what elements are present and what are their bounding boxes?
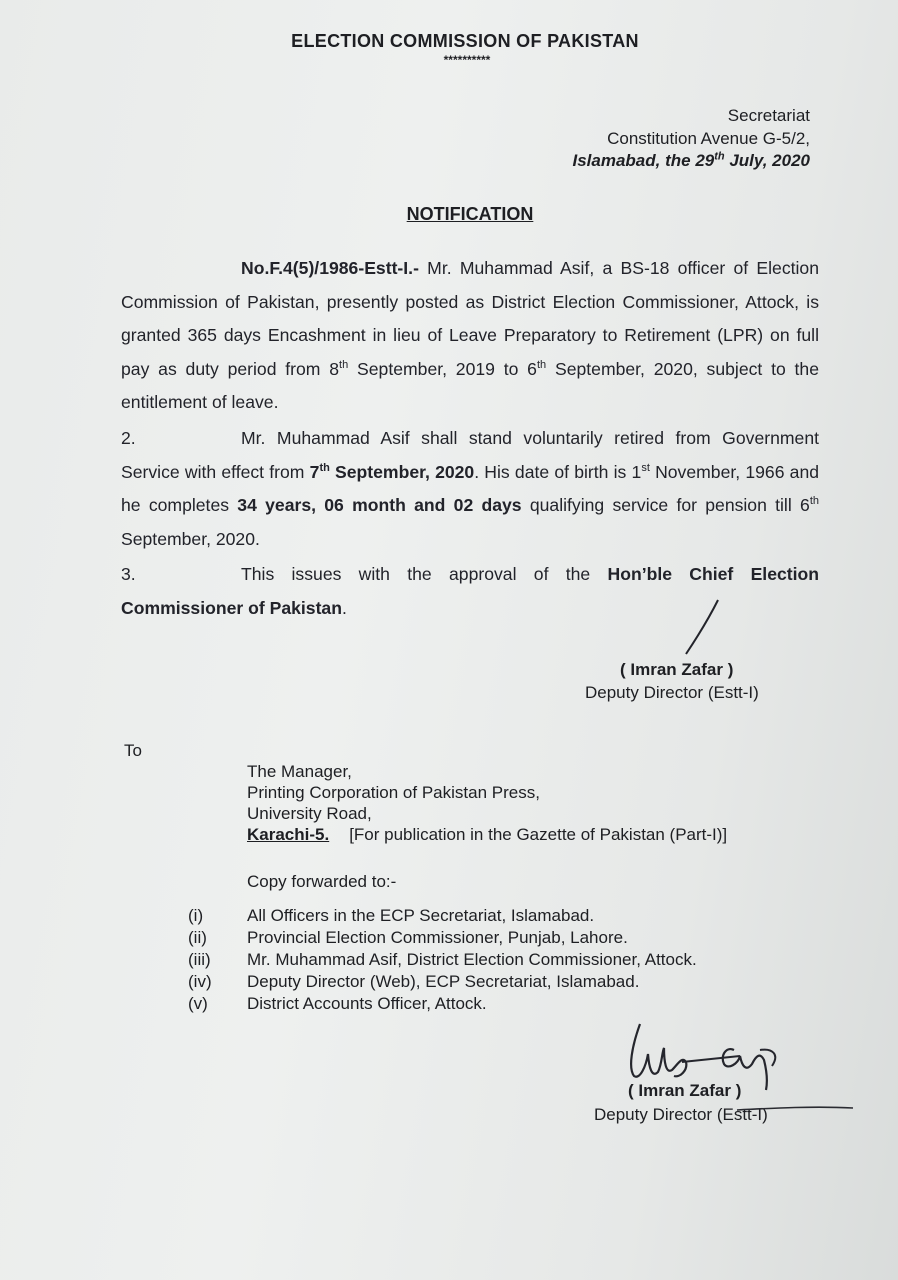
recipient-line-1: The Manager, (247, 762, 352, 781)
paragraph-2: 2. Mr. Muhammad Asif shall stand voluntarily retired from Government Service with effect from 7th September, 2020. His date of birth is 1st November, 1966 and he completes 34 years, 06 month and 02 days qualifying service for pension till 6th September, 2020. (121, 428, 820, 549)
address-line-2: Constitution Avenue G-5/2, (607, 129, 810, 148)
signatory-name-2: ( Imran Zafar ) (628, 1081, 742, 1100)
strike-line (735, 1100, 855, 1116)
header-stars: ********** (443, 53, 491, 67)
to-label: To (124, 741, 142, 760)
publication-note: [For publication in the Gazette of Pakistan (Part-I)] (349, 825, 728, 844)
notification-title: NOTIFICATION (406, 204, 534, 224)
recipient-line-4 (247, 824, 727, 845)
reference-number: No.F.4(5)/1986-Estt-I.- (241, 258, 419, 278)
paragraph-1: No.F.4(5)/1986-Estt-I.- Mr. Muhammad Asif, a BS-18 officer of Election Commission of Pakistan, presently posted as District Election Commissioner, Attock, is granted 365 days Encashment in lieu of Leave Preparatory to Retirement (LPR) on full pay as duty period from 8th September, 2019 to 6th September, 2020, subject to the entitlement of leave. (121, 258, 820, 413)
signatory-designation-1: Deputy Director (Estt-I) (585, 683, 759, 702)
recipient-city: Karachi-5. (247, 825, 330, 844)
address-line-1: Secretariat (727, 106, 810, 125)
recipient-address (247, 761, 727, 845)
recipient-line-3: University Road, (247, 804, 372, 823)
organization-header: ELECTION COMMISSION OF PAKISTAN (291, 31, 639, 51)
list-item: (iii) Mr. Muhammad Asif, District Election Commissioner, Attock. (188, 950, 697, 969)
list-item: (i) All Officers in the ECP Secretariat, Islamabad. (188, 906, 595, 925)
signatory-name-1: ( Imran Zafar ) (620, 660, 734, 679)
list-item: (ii) Provincial Election Commissioner, Punjab, Lahore. (188, 928, 628, 947)
copy-forwarded-label: Copy forwarded to:- (247, 872, 397, 891)
address-date: Islamabad, the 29th July, 2020 (572, 150, 810, 170)
signature-stroke-1 (680, 596, 730, 658)
signatory-designation-2: Deputy Director (Estt-I) (594, 1105, 768, 1124)
copy-list (188, 905, 697, 1015)
paragraph-3: 3. This issues with the approval of the Hon’ble Chief Election Commissioner of Pakistan. (121, 564, 820, 618)
recipient-line-2: Printing Corporation of Pakistan Press, (247, 783, 540, 802)
list-item: (iv) Deputy Director (Web), ECP Secretariat, Islamabad. (188, 972, 640, 991)
list-item: (v) District Accounts Officer, Attock. (188, 994, 487, 1013)
